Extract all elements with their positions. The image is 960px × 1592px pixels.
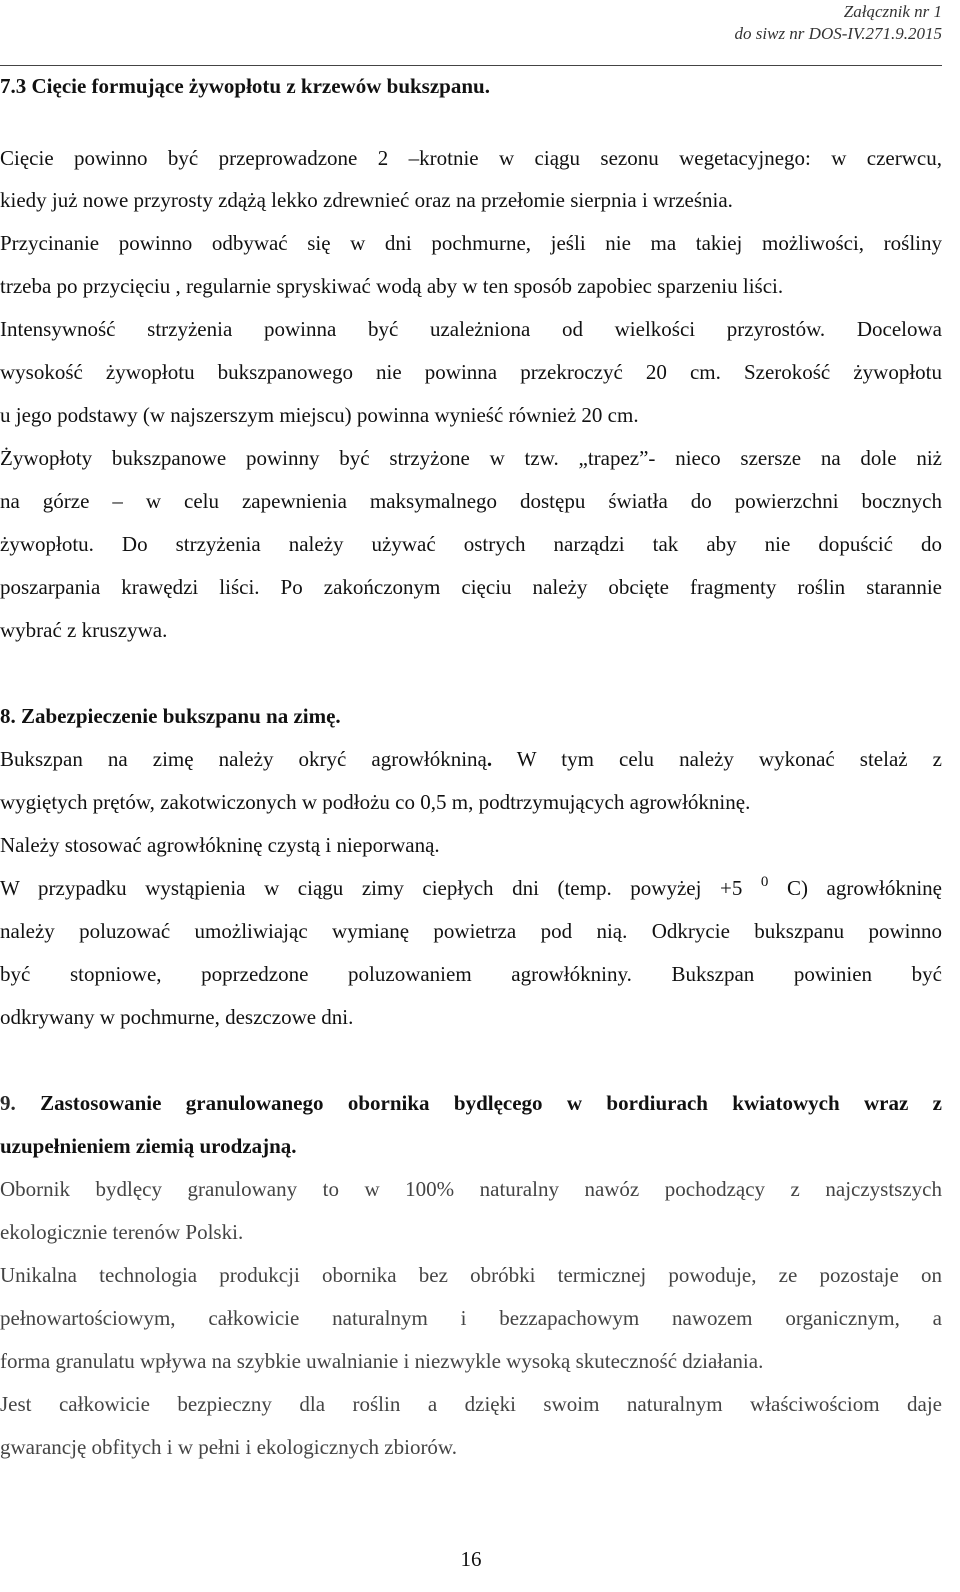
section-9-line: Obornik bydlęcy granulowany to w 100% naturalny nawóz pochodzący z najczystszych	[0, 1177, 942, 1201]
section-8-line: wygiętych prętów, zakotwiczonych w podłożu co 0,5 m, podtrzymujących agrowłókninę.	[0, 790, 751, 814]
section-7-3-heading: 7.3 Cięcie formujące żywopłotu z krzewów bukszpanu.	[0, 74, 490, 98]
section-9-line: ekologicznie terenów Polski.	[0, 1220, 244, 1244]
header-reference: do siwz nr DOS-IV.271.9.2015	[734, 24, 942, 43]
section-8-line: należy poluzować umożliwiając wymianę powietrza pod nią. Odkrycie bukszpanu powinno	[0, 919, 942, 943]
section-9-line: Unikalna technologia produkcji obornika bez obróbki termicznej powoduje, ze pozostaje on	[0, 1263, 942, 1287]
header-attachment: Załącznik nr 1	[843, 2, 942, 21]
section-8-line: Należy stosować agrowłókninę czystą i nieporwaną.	[0, 833, 440, 857]
section-7-3-line: u jego podstawy (w najszerszym miejscu) powinna wynieść również 20 cm.	[0, 403, 639, 427]
section-9-heading: 9. Zastosowanie granulowanego obornika bydlęcego w bordiurach kwiatowych wraz z	[0, 1091, 942, 1115]
section-7-3-line: Żywopłoty bukszpanowe powinny być strzyżone w tzw. „trapez”- nieco szersze na dole niż	[0, 446, 942, 470]
section-7-3-line: Przycinanie powinno odbywać się w dni pochmurne, jeśli nie ma takiej możliwości, rośliny	[0, 231, 942, 255]
section-8-line: W przypadku wystąpienia w ciągu zimy ciepłych dni (temp. powyżej +5 $^0$ C) agrowłókninę	[0, 874, 942, 900]
section-8-line: Bukszpan na zimę należy okryć agrowłókniną. W tym celu należy wykonać stelaż z	[0, 747, 942, 771]
section-8-heading: 8. Zabezpieczenie bukszpanu na zimę.	[0, 704, 341, 728]
section-7-3-line: kiedy już nowe przyrosty zdążą lekko zdrewnieć oraz na przełomie sierpnia i września.	[0, 188, 733, 212]
section-9-line: pełnowartościowym, całkowicie naturalnym i bezzapachowym nawozem organicznym, a	[0, 1306, 942, 1330]
degree-superscript: 0	[760, 874, 769, 890]
section-9-line: forma granulatu wpływa na szybkie uwalnianie i niezwykle wysoką skuteczność działania.	[0, 1349, 764, 1373]
section-7-3-line: trzeba po przycięciu , regularnie spryskiwać wodą aby w ten sposób zapobiec sparzeniu liści.	[0, 274, 784, 298]
section-7-3-line: Intensywność strzyżenia powinna być uzależniona od wielkości przyrostów. Docelowa	[0, 317, 942, 341]
section-7-3-line: Cięcie powinno być przeprowadzone 2 –krotnie w ciągu sezonu wegetacyjnego: w czerwcu,	[0, 146, 942, 170]
section-7-3-line: poszarpania krawędzi liści. Po zakończonym cięciu należy obcięte fragmenty roślin starannie	[0, 575, 942, 599]
section-8-line: odkrywany w pochmurne, deszczowe dni.	[0, 1005, 354, 1029]
section-7-3-line: żywopłotu. Do strzyżenia należy używać ostrych narządzi tak aby nie dopuścić do	[0, 532, 942, 556]
section-7-3-line: wysokość żywopłotu bukszpanowego nie powinna przekroczyć 20 cm. Szerokość żywopłotu	[0, 360, 942, 384]
section-9-heading-cont: uzupełnieniem ziemią urodzajną.	[0, 1134, 297, 1158]
section-9-line: Jest całkowicie bezpieczny dla roślin a dzięki swoim naturalnym właściwościom daje	[0, 1392, 942, 1416]
page-number: 16	[460, 1547, 482, 1571]
section-9-line: gwarancję obfitych i w pełni i ekologicznych zbiorów.	[0, 1435, 457, 1459]
section-7-3-line: na górze – w celu zapewnienia maksymalnego dostępu światła do powierzchni bocznych	[0, 489, 942, 513]
section-8-line: być stopniowe, poprzedzone poluzowaniem agrowłókniny. Bukszpan powinien być	[0, 962, 942, 986]
section-7-3-line: wybrać z kruszywa.	[0, 618, 168, 642]
header-rule	[0, 65, 942, 66]
